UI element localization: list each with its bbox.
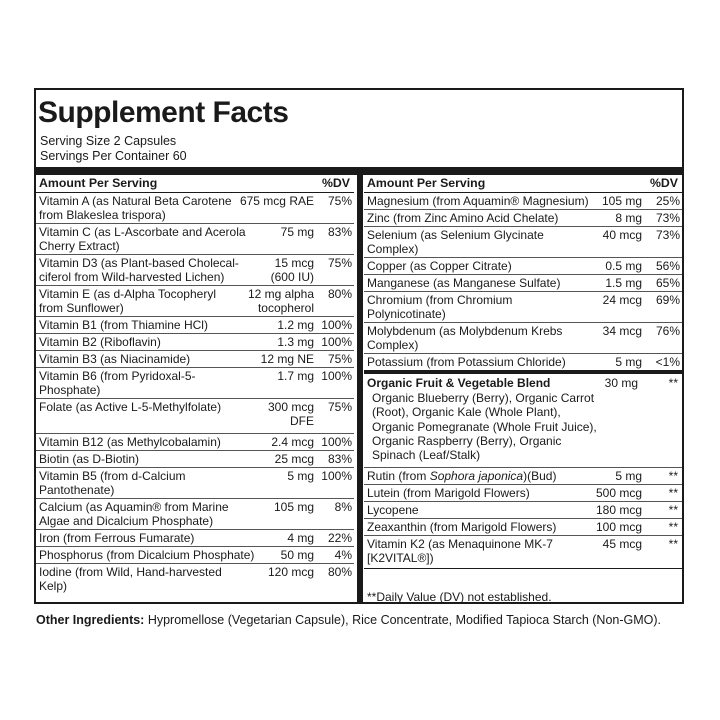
nutrient-row (364, 258, 682, 275)
left-nutrient-column (36, 175, 354, 595)
other-ingredients (36, 613, 661, 627)
nutrient-dv: 4% (334, 548, 352, 562)
nutrient-dv: 75% (327, 194, 352, 208)
daily-value-footnote: **Daily Value (DV) not established. (367, 590, 552, 604)
nutrient-dv: 100% (321, 318, 352, 332)
nutrient-row (36, 286, 354, 317)
nutrient-name: Vitamin B5 (from d-Calcium Pantothenate) (39, 469, 186, 498)
nutrient-amount: 300 mcg DFE (267, 400, 314, 429)
nutrient-name: Vitamin A (as Natural Beta Carotene from Blakeslea trispora) (39, 194, 232, 223)
nutrient-name: Chromium (from Chromium Polynicotinate) (367, 293, 513, 322)
nutrient-row (364, 275, 682, 292)
nutrient-amount: 1.3 mg (277, 335, 314, 349)
nutrient-amount: 24 mcg (602, 293, 642, 307)
nutrient-dv: 65% (655, 276, 680, 290)
nutrient-row (364, 292, 682, 323)
nutrient-amount: 40 mcg (602, 228, 642, 242)
nutrient-name: Zeaxanthin (from Marigold Flowers) (367, 520, 557, 534)
nutrient-row (36, 468, 354, 499)
nutrient-amount: 105 mg (273, 500, 314, 514)
nutrient-name: Lutein (from Marigold Flowers) (367, 486, 530, 500)
nutrient-name: Iodine (from Wild, Hand-harvested Kelp) (39, 565, 222, 594)
nutrient-amount: 180 mcg (595, 503, 642, 517)
column-header (364, 175, 682, 193)
nutrient-row (364, 193, 682, 210)
nutrient-row (36, 434, 354, 451)
servings-per-container: Servings Per Container 60 (40, 149, 187, 163)
nutrient-dv: 75% (327, 352, 352, 366)
nutrient-row (364, 502, 682, 519)
column-header (36, 175, 354, 193)
dv-header: %DV (649, 176, 678, 190)
nutrient-name: Selenium (as Selenium Glycinate Complex) (367, 228, 544, 257)
nutrient-dv: ** (668, 503, 678, 517)
nutrient-name: Manganese (as Manganese Sulfate) (367, 276, 561, 290)
dv-header: %DV (321, 176, 350, 190)
nutrient-dv: 80% (327, 287, 352, 301)
nutrient-name: Calcium (as Aquamin® from Marine Algae and Dicalcium Phosphate) (39, 500, 229, 529)
nutrient-name: Vitamin B1 (from Thiamine HCl) (39, 318, 208, 332)
nutrient-dv: 100% (321, 369, 352, 383)
nutrient-dv: 73% (655, 211, 680, 225)
nutrient-amount: 12 mg alpha tocopherol (247, 287, 314, 316)
nutrient-row (36, 368, 354, 399)
nutrient-row (364, 519, 682, 536)
blend-ingredients: Organic Blueberry (Berry), Organic Carrot (Root), Organic Kale (Whole Plant), Organic Pomegranate (Whole Fruit Juice), Organic Raspberry (Berry), Organic Spinach (Leaf/Stalk) (372, 391, 597, 463)
nutrient-row (364, 485, 682, 502)
other-ingredients-text: Hypromellose (Vegetarian Capsule), Rice Concentrate, Modified Tapioca Starch (Non-GMO). (147, 613, 662, 627)
nutrient-name: Vitamin C (as L-Ascorbate and Acerola Cherry Extract) (39, 225, 246, 254)
nutrient-dv: 8% (334, 500, 352, 514)
nutrient-dv: 25% (655, 194, 680, 208)
blend-name: Organic Fruit & Vegetable Blend (367, 376, 551, 390)
nutrient-row (364, 468, 682, 485)
nutrient-amount: 100 mcg (595, 520, 642, 534)
nutrient-name: Lycopene (367, 503, 419, 517)
nutrient-dv: ** (668, 520, 678, 534)
nutrient-amount: 12 mg NE (260, 352, 314, 366)
nutrient-row (36, 499, 354, 530)
nutrient-row (36, 255, 354, 286)
nutrient-dv: 76% (655, 324, 680, 338)
nutrient-amount: 45 mcg (602, 537, 642, 551)
nutrient-row (364, 354, 682, 374)
nutrient-row (36, 399, 354, 434)
nutrient-dv: 73% (655, 228, 680, 242)
nutrient-amount: 105 mg (601, 194, 642, 208)
nutrient-name: Phosphorus (from Dicalcium Phosphate) (39, 548, 255, 562)
other-ingredients-label: Other Ingredients: (36, 613, 145, 627)
nutrient-amount: 8 mg (615, 211, 642, 225)
nutrient-name: Folate (as Active L-5-Methylfolate) (39, 400, 222, 414)
nutrient-amount: 1.7 mg (277, 369, 314, 383)
nutrient-amount: 50 mg (280, 548, 314, 562)
nutrient-name: Vitamin B6 (from Pyridoxal-5-Phosphate) (39, 369, 196, 398)
nutrient-name: Vitamin D3 (as Plant-based Cholecal-ciferol from Wild-harvested Lichen) (39, 256, 239, 285)
nutrient-dv: 100% (321, 335, 352, 349)
nutrient-dv: ** (668, 469, 678, 483)
nutrient-row (36, 351, 354, 368)
nutrient-amount: 34 mcg (602, 324, 642, 338)
nutrient-row (36, 547, 354, 564)
nutrient-row (36, 530, 354, 547)
nutrient-row (364, 323, 682, 354)
nutrient-amount: 120 mcg (267, 565, 314, 579)
nutrient-amount: 4 mg (287, 531, 314, 545)
nutrient-name: Rutin (from Sophora japonica)(Bud) (367, 469, 557, 483)
nutrient-amount: 5 mg (615, 469, 642, 483)
nutrient-amount: 75 mg (280, 225, 314, 239)
nutrient-name: Copper (as Copper Citrate) (367, 259, 512, 273)
nutrient-name: Vitamin E (as d-Alpha Tocopheryl from Sunflower) (39, 287, 216, 316)
nutrient-row (364, 227, 682, 258)
nutrient-amount: 1.2 mg (277, 318, 314, 332)
nutrient-row (364, 210, 682, 227)
blend-amount: 30 mg (604, 376, 638, 390)
nutrient-dv: 22% (327, 531, 352, 545)
nutrient-row (36, 334, 354, 351)
nutrient-name: Iron (from Ferrous Fumarate) (39, 531, 195, 545)
nutrient-dv: 75% (327, 256, 352, 270)
nutrient-row (36, 317, 354, 334)
nutrient-dv: ** (668, 486, 678, 500)
nutrient-amount: 5 mg (287, 469, 314, 483)
nutrient-dv: 83% (327, 452, 352, 466)
nutrient-dv: 56% (655, 259, 680, 273)
fruit-vegetable-blend (364, 374, 682, 468)
nutrient-row (364, 536, 682, 569)
nutrient-row (36, 564, 354, 595)
nutrient-name: Potassium (from Potassium Chloride) (367, 355, 566, 369)
nutrient-amount: 5 mg (615, 355, 642, 369)
serving-size: Serving Size 2 Capsules (40, 134, 177, 148)
nutrient-name: Zinc (from Zinc Amino Acid Chelate) (367, 211, 559, 225)
nutrient-row (36, 451, 354, 468)
nutrient-name: Vitamin K2 (as Menaquinone MK-7 [K2VITAL®]) (367, 537, 553, 566)
panel-title: Supplement Facts (38, 96, 289, 129)
nutrient-amount: 0.5 mg (605, 259, 642, 273)
nutrient-row (36, 193, 354, 224)
nutrient-amount: 1.5 mg (605, 276, 642, 290)
right-nutrient-column (364, 175, 682, 569)
nutrient-dv: 83% (327, 225, 352, 239)
nutrient-amount: 25 mcg (274, 452, 314, 466)
amount-header: Amount Per Serving (39, 176, 158, 190)
nutrient-dv: 100% (321, 469, 352, 483)
nutrient-dv: <1% (655, 355, 680, 369)
nutrient-amount: 500 mcg (595, 486, 642, 500)
nutrient-dv: ** (668, 537, 678, 551)
nutrient-name: Molybdenum (as Molybdenum Krebs Complex) (367, 324, 563, 353)
nutrient-name: Vitamin B12 (as Methylcobalamin) (39, 435, 221, 449)
nutrient-dv: 80% (327, 565, 352, 579)
nutrient-name: Magnesium (from Aquamin® Magnesium) (367, 194, 589, 208)
nutrient-dv: 100% (321, 435, 352, 449)
nutrient-amount: 675 mcg RAE (239, 194, 314, 208)
nutrient-amount: 2.4 mcg (271, 435, 314, 449)
nutrient-name: Vitamin B3 (as Niacinamide) (39, 352, 191, 366)
nutrient-row (36, 224, 354, 255)
nutrient-name: Vitamin B2 (Riboflavin) (39, 335, 161, 349)
nutrient-name: Biotin (as D-Biotin) (39, 452, 140, 466)
amount-header: Amount Per Serving (367, 176, 486, 190)
nutrient-dv: 69% (655, 293, 680, 307)
nutrient-amount: 15 mcg (600 IU) (270, 256, 314, 285)
nutrient-dv: 75% (327, 400, 352, 414)
blend-dv: ** (668, 376, 678, 390)
column-divider (357, 167, 363, 604)
